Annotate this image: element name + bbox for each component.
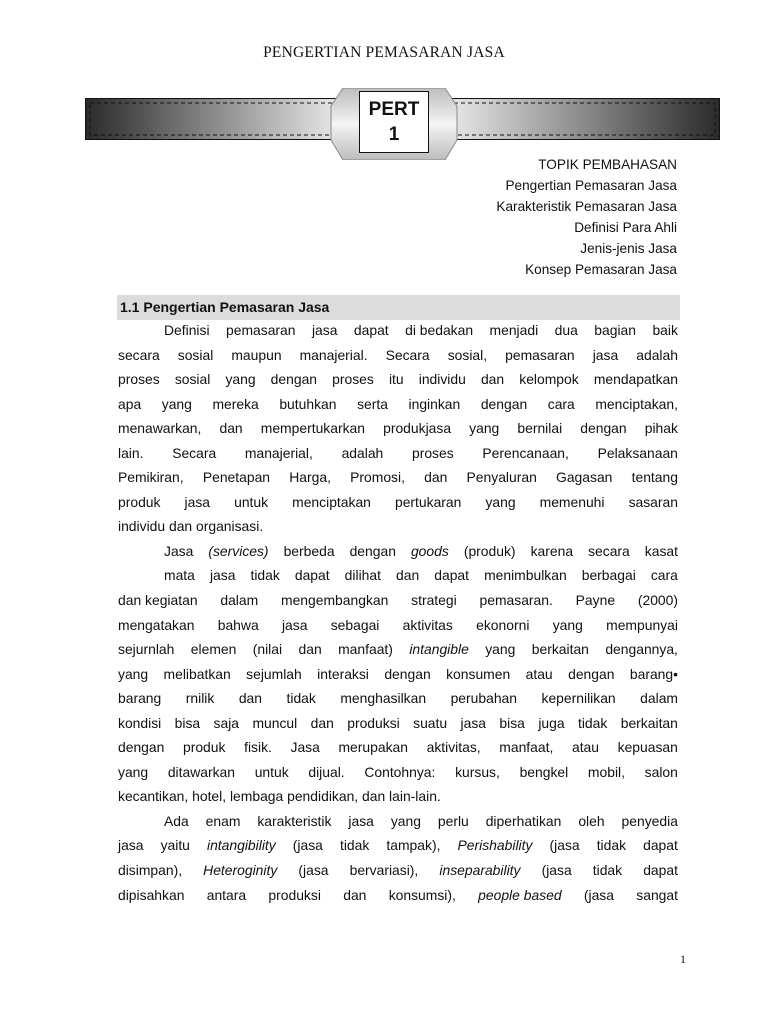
word: kepuasan (617, 739, 678, 756)
word: jasa (184, 493, 211, 510)
word: fisik. (244, 739, 272, 756)
word: oleh (578, 812, 605, 829)
word: ditawarkan (167, 763, 235, 780)
word: Definisi (164, 322, 210, 338)
word: merupakan (338, 739, 408, 756)
topic-item: Karakteristik Pemasaran Jasa (496, 199, 677, 214)
word: ekonorni (476, 616, 530, 633)
word: atau (525, 665, 553, 682)
word: dapat (294, 567, 330, 584)
paragraph-line (118, 833, 678, 858)
page-number: 1 (680, 952, 686, 966)
word: dalam (220, 592, 259, 609)
word: yang (118, 763, 149, 780)
word: Penyaluran (466, 469, 537, 486)
word: individu (418, 371, 466, 388)
word: dapat (434, 567, 470, 584)
word: tidak (286, 690, 316, 707)
paragraph-line (118, 686, 678, 711)
chapter-number: 1 (388, 124, 400, 145)
italic-term: goods (410, 542, 449, 559)
word: sejumlah (246, 665, 302, 682)
italic-term: Perishability (457, 837, 533, 854)
word: berkaitan (620, 714, 678, 731)
chapter-number-box (359, 91, 429, 153)
word: serta (357, 395, 388, 412)
paragraph-line (118, 711, 678, 736)
word: berbagai (581, 567, 636, 584)
word: sejurnlah (118, 641, 175, 658)
word: dengan (580, 420, 627, 437)
word: kondisi (118, 714, 162, 731)
word: menawarkan, (118, 420, 202, 437)
word: tidak (596, 837, 627, 854)
word: jasa (281, 616, 308, 633)
paragraph-line (118, 588, 678, 613)
word: dengan (270, 371, 318, 388)
word: produk (118, 493, 161, 510)
word: bengkel (519, 763, 569, 780)
word: muncul (252, 714, 298, 731)
word: itu (388, 371, 404, 388)
word: antara (206, 886, 247, 903)
word: menghasilkan (340, 690, 427, 707)
word: Promosi, (350, 469, 405, 486)
word: tidak (339, 837, 370, 854)
word: lain. (118, 444, 144, 461)
word: dan (298, 641, 322, 658)
word: Perencanaan, (482, 444, 569, 461)
word: dan (310, 714, 334, 731)
word: aktivitas (402, 616, 453, 633)
word: saja (213, 714, 240, 731)
paragraph-line (118, 539, 678, 564)
paragraph-line (118, 809, 678, 834)
word: diperhatikan (485, 812, 562, 829)
paragraph-line (118, 392, 678, 417)
word: Gagasan (556, 469, 613, 486)
word: dan (424, 469, 448, 486)
word: dengan (349, 542, 396, 559)
paragraph-line (118, 760, 678, 785)
word: yaitu (160, 837, 190, 854)
word: mereka (212, 395, 259, 412)
word: (2000) (637, 592, 678, 609)
word: manajerial, (244, 444, 313, 461)
word: bisa (499, 714, 525, 731)
word: manfaat, (499, 739, 554, 756)
word: proses (411, 444, 454, 461)
word: jasa (209, 567, 236, 584)
word: jasa (460, 714, 487, 731)
word: memenuhi (539, 493, 605, 510)
paragraph-line (118, 613, 678, 638)
italic-term: people based (478, 886, 562, 903)
word: (jasa (292, 837, 323, 854)
word: mengembangkan (281, 592, 389, 609)
word: cara (547, 395, 575, 412)
italic-term: intangibility (206, 837, 276, 854)
body-text (118, 318, 678, 907)
word: elemen (190, 641, 237, 658)
word: secara (588, 542, 630, 559)
word: salon (644, 763, 678, 780)
word: kepernilikan (541, 690, 616, 707)
word: Payne (575, 592, 616, 609)
word: mempertukarkan (260, 420, 365, 437)
word: yang (161, 395, 192, 412)
word: tidak (250, 567, 280, 584)
word: produk (182, 739, 226, 756)
paragraph-line (118, 343, 678, 368)
word: yang (390, 812, 421, 829)
paragraph-line (118, 490, 678, 515)
word: dapat (643, 837, 678, 854)
word: enam (205, 812, 241, 829)
word: jasa (118, 837, 144, 854)
word: atau (571, 739, 600, 756)
word: perubahan (450, 690, 518, 707)
paragraph-line (118, 883, 678, 908)
italic-term: inseparability (439, 862, 521, 879)
topic-item: Jenis-jenis Jasa (580, 241, 677, 256)
word: dan (396, 567, 420, 584)
word: juga (538, 714, 565, 731)
word: di bedakan (405, 322, 474, 338)
word: jasa (348, 812, 374, 829)
topics-heading: TOPIK PEMBAHASAN (538, 157, 677, 172)
word: pemasaran (505, 346, 575, 363)
word: proses (118, 371, 160, 388)
word: adalah (341, 444, 384, 461)
paragraph-line (118, 416, 678, 441)
word: dengan (384, 665, 431, 682)
word: rnilik (185, 690, 215, 707)
word: mengatakan (118, 616, 195, 633)
paragraph-line (118, 735, 678, 760)
word: perlu (437, 812, 469, 829)
italic-term: Heteroginity (203, 862, 278, 879)
word: dapat (643, 862, 678, 879)
word: interaksi (317, 665, 369, 682)
word: manajerial. (299, 346, 368, 363)
paragraph-line (118, 858, 678, 883)
word: tampak), (386, 837, 441, 854)
word: dengan (568, 665, 615, 682)
word: manfaat) (338, 641, 393, 658)
word: jasa (311, 322, 338, 338)
word: sasaran (628, 493, 678, 510)
word: strategi (411, 592, 457, 609)
word: (produk) (463, 542, 516, 559)
word: dilihat (344, 567, 381, 584)
word: tidak (577, 714, 608, 731)
word: untuk (254, 763, 289, 780)
word: secara (118, 346, 160, 363)
word: Pemikiran, (118, 469, 184, 486)
topic-item: Konsep Pemasaran Jasa (525, 262, 677, 277)
word: dengan (480, 395, 528, 412)
word: yang (469, 420, 500, 437)
word: menimbulkan (484, 567, 567, 584)
chapter-label: PERT (368, 99, 420, 120)
word: karena (530, 542, 574, 559)
word: dan kegiatan (118, 592, 198, 609)
word: dengan (118, 739, 165, 756)
paragraph-line (118, 637, 678, 662)
paragraph-line (118, 465, 678, 490)
word: dua (554, 322, 578, 338)
word: dan (219, 420, 243, 437)
word: penyedia (621, 812, 678, 829)
word: kursus, (455, 763, 500, 780)
word: sosial (177, 346, 214, 363)
word: Secara (385, 346, 430, 363)
chapter-banner (85, 88, 720, 160)
word: (nilai (252, 641, 283, 658)
word: mata (164, 567, 195, 584)
word: konsumsi), (388, 886, 456, 903)
word: melibatkan (163, 665, 231, 682)
word: Penetapan (202, 469, 271, 486)
topics-list (496, 154, 677, 280)
word: Ada (164, 812, 189, 829)
word: Secara (172, 444, 217, 461)
word: baik (652, 322, 678, 338)
word: dan (480, 371, 505, 388)
italic-term: intangible (409, 641, 469, 658)
word: proses (332, 371, 374, 388)
word: tidak (592, 862, 623, 879)
word: dijual. (308, 763, 345, 780)
word: menciptakan, (595, 395, 678, 412)
word: maupun (231, 346, 282, 363)
word: bagian (594, 322, 636, 338)
word: untuk (234, 493, 269, 510)
word: individu dan organisasi. (118, 518, 264, 535)
word: dan (343, 886, 367, 903)
word: yang (485, 493, 516, 510)
word: disimpan), (118, 862, 183, 879)
word: mendapatkan (593, 371, 678, 388)
word: cara (650, 567, 678, 584)
word: berbeda (283, 542, 335, 559)
word: menjadi (489, 322, 539, 338)
word: inginkan (408, 395, 461, 412)
word: Jasa (290, 739, 320, 756)
word: (jasa (298, 862, 329, 879)
word: jasa (592, 346, 619, 363)
word: bernilai (517, 420, 563, 437)
word: yang (225, 371, 256, 388)
word: sangat (636, 886, 678, 903)
word: dengannya, (605, 641, 678, 658)
paragraph-line (118, 441, 678, 466)
paragraph-line (118, 367, 678, 392)
topic-item: Definisi Para Ahli (574, 220, 677, 235)
word: apa (118, 395, 142, 412)
word: produksi (347, 714, 400, 731)
word: barang (118, 690, 162, 707)
italic-term: (services) (208, 542, 269, 559)
word: Harga, (289, 469, 331, 486)
word: sosial, (447, 346, 488, 363)
word: (jasa (549, 837, 580, 854)
paragraph-line (118, 563, 678, 588)
word: mobil, (587, 763, 625, 780)
word: butuhkan (279, 395, 337, 412)
word: mempunyai (606, 616, 678, 633)
word: menciptakan (292, 493, 371, 510)
word: Pelaksanaan (597, 444, 678, 461)
word: produkjasa (383, 420, 452, 437)
word: yang (485, 641, 516, 658)
word: suatu (413, 714, 448, 731)
word: pemasaran. (479, 592, 553, 609)
word: dan (238, 690, 263, 707)
word: pertukaran (394, 493, 462, 510)
word: produksi (268, 886, 321, 903)
word: adalah (636, 346, 678, 363)
document-title: PENGERTIAN PEMASARAN JASA (263, 44, 505, 61)
word: dapat (353, 322, 389, 338)
word: (jasa (541, 862, 572, 879)
word: tentang (631, 469, 678, 486)
word: pemasaran (226, 322, 296, 338)
word: dalam (640, 690, 678, 707)
word: yang (118, 665, 149, 682)
word: konsumen (446, 665, 511, 682)
paragraph-line (118, 514, 678, 539)
topic-item: Pengertian Pemasaran Jasa (505, 178, 677, 193)
paragraph-line (118, 784, 678, 809)
word: yang (552, 616, 583, 633)
word: Jasa (164, 542, 194, 559)
word: kasat (644, 542, 678, 559)
word: dipisahkan (118, 886, 185, 903)
word: bervariasi), (349, 862, 419, 879)
word: pihak (644, 420, 678, 437)
word: bahwa (217, 616, 259, 633)
word: Contohnya: (364, 763, 436, 780)
word: (jasa (583, 886, 614, 903)
paragraph-line (118, 318, 678, 343)
word: kecantikan, hotel, lembaga pendidikan, dan lain-lain. (118, 788, 441, 805)
word: berkaitan (531, 641, 589, 658)
word: barang• (629, 665, 678, 682)
word: bisa (174, 714, 201, 731)
word: karakteristik (257, 812, 332, 829)
word: sebagai (330, 616, 380, 633)
word: kelompok (519, 371, 579, 388)
word: aktivitas, (426, 739, 481, 756)
section-heading: 1.1 Pengertian Pemasaran Jasa (117, 295, 680, 320)
paragraph-line (118, 662, 678, 687)
word: sosial (174, 371, 211, 388)
